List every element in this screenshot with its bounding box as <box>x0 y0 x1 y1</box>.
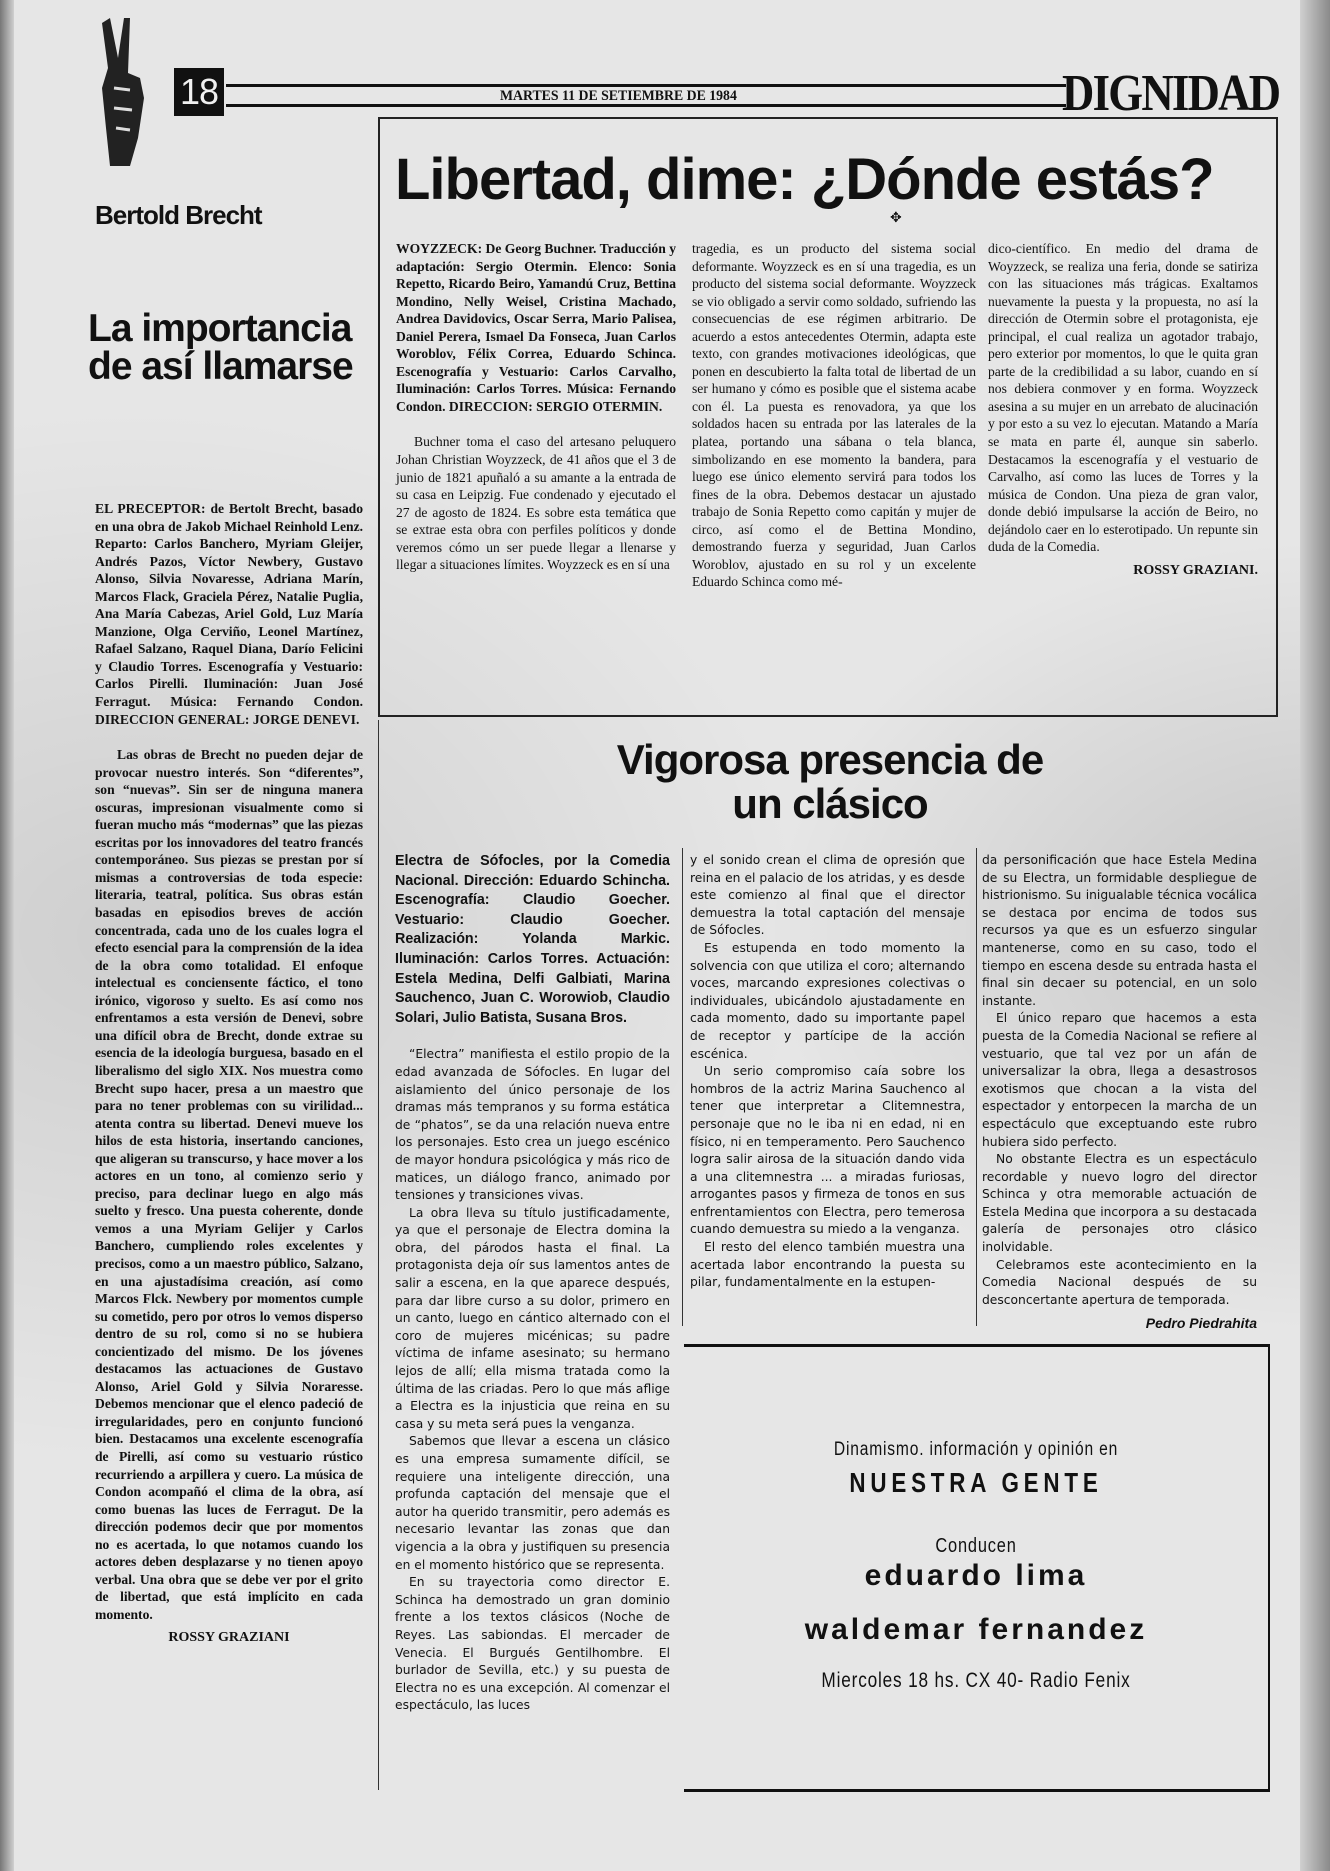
scan-edge-right <box>1300 0 1330 1871</box>
top-article-column-3 <box>988 240 1258 579</box>
bottom-article-paragraph: En su trayectoria como director E. Schinca ha demostrado un gran dominio frente a los textos clásicos (Noche de Reyes. Las sabiondas. El mercader de Venecia. El Burgués Gentilhombre. El burlador de Sevilla, etc.) y su puesta de Electra no es una excepción. Al comenzar el espectáculo, las luces <box>395 1575 670 1713</box>
bottom-article-column-1 <box>395 852 670 1715</box>
top-article-credits: WOYZZECK: De Georg Buchner. Traducción y adaptación: Sergio Otermin. Elenco: Sonia Repetto, Ricardo Beiro, Yamandú Cruz, Bettina Mondino, Nelly Weisel, Cristina Machado, Andrea Davidovics, Oscar Serra, Mario Palisea, Daniel Perera, Ismael Da Fonseca, Juan Carlos Woroblov, Félix Correa, Eduardo Schinca. Escenografía y Vestuario: Carlos Carvalho, Iluminación: Carlos Torres. Música: Fernando Condon. DIRECCION: SERGIO OTERMIN. <box>396 241 676 414</box>
top-article-paragraph: tragedia, es un producto del sistema social deformante. Woyzzeck es en sí una tragedia, es un producto del sistema social deformante. Woyzzeck se vio obligado a servir como soldado, sufriendo las consecuencias de ese régimen arbitrario. De acuerdo a estos antecedentes Otermin, adapta este texto, con grandes motivaciones ideológicas, que ponen en descubierto la falta total de libertad de un ser humano y cómo es posible que el sistema acabe con él. La puesta es renovadora, ya que los soldados hacen su entrada por las laterales de la platea, portando una sábana o tela blanca, simbolizando en ese momento la bandera, para luego ese único elemento servirá para todos los fines de la obra. Debemos destacar un ajustado trabajo de Sonia Repetto como capitán y mujer de circo, así como el de Bettina Mondino, demostrando fuerza y seguridad, Juan Carlos Woroblov, ajustado en su rol y un excelente Eduardo Schinca como mé- <box>692 241 976 590</box>
ad-tagline: Dinamismo. información y opinión en <box>833 1439 1119 1460</box>
radio-advertisement <box>684 1344 1270 1792</box>
ornament-icon: ✥ <box>890 211 902 226</box>
bottom-article-paragraph: Celebramos este acontecimiento en la Comedia Nacional después de su desconcertante apertura de temporada. <box>982 1257 1257 1307</box>
bottom-article-column-3 <box>982 852 1257 1333</box>
page-number: 18 <box>174 68 224 116</box>
ad-program-name: NUESTRA GENTE <box>849 1467 1103 1498</box>
ad-host-2: waldemar fernandez <box>804 1613 1148 1646</box>
column-divider <box>378 720 379 1790</box>
ad-host-1: eduardo lima <box>864 1559 1088 1592</box>
victory-hand-icon <box>100 18 156 168</box>
bottom-article-paragraph: “Electra” manifiesta el estilo propio de la edad avanzada de Sófocles. En lugar del aislamiento del único personaje de los dramas más tempranos y su forma estática de “phatos”, se da una relación nueva entre los personajes. Esto crea un juego escénico de mayor hondura psicológica y más rico de matices, un diálogo franco, animado por tensiones y transiciones vivas. <box>395 1047 670 1203</box>
column-divider <box>682 848 683 1326</box>
scan-edge-left <box>0 0 14 1871</box>
bottom-article-paragraph: El único reparo que hacemos a esta puesta de la Comedia Nacional se refiere al vestuario, que tal vez por un afán de universalizar la obra, llega a desastrosos exotismos que chocan a la vista del espectador y entorpecen la marcha de un espectáculo que exceptuando este rubro hubiera sido perfecto. <box>982 1011 1257 1149</box>
bottom-article-paragraph: El resto del elenco también muestra una acertada labor encontrando la puesta su pilar, fundamentalmente en la estupen- <box>690 1240 965 1290</box>
bottom-article-paragraph: Es estupenda en todo momento la solvencia con que utiliza el coro; alternando voces, marcando expresiones colectivas o individuales, ubicándolo ajustadamente en cada momento, dado su importante papel de receptor y partícipe de la acción escénica. <box>690 940 965 1061</box>
left-article-body <box>95 500 363 1647</box>
left-article-kicker: Bertold Brecht <box>95 200 262 230</box>
ad-conducen-label: Conducen <box>935 1535 1017 1557</box>
top-article-column-2 <box>692 240 976 591</box>
left-article-headline: La importancia de así llamarse <box>88 307 353 388</box>
bottom-article-paragraph: y el sonido crean el clima de opresión que reina en el palacio de los atridas, y es desde este comienzo al final que el director demuestra la total captación del mensaje de Sófocles. <box>690 853 965 938</box>
top-article-byline: ROSSY GRAZIANI. <box>1133 562 1258 578</box>
masthead: DIGNIDAD <box>1062 65 1280 122</box>
top-article-paragraph: Buchner toma el caso del artesano peluquero Johan Christian Woyzzeck, de 41 años que el 3 de junio de 1821 apuñaló a su amante a la entrada de su casa en Leipzig. Fue condenado y ejecutado el 27 de agosto de 1824. Es sobre esta temática que se extrae esta obra con perfiles políticos y donde veremos cómo un ser puede llegar a llenarse y llegar a situaciones límites. Woyzzeck es en sí una <box>396 434 676 573</box>
left-article-paragraph: Las obras de Brecht no pueden dejar de provocar nuestro interés. Son “diferentes”, son “nuevas”. Sin ser de ninguna manera oscuras, impresionan visualmente como si fueran mucho más “modernas” que las piezas escritas por los innovadores del teatro francés contemporáneo. Sus piezas se prestan por sí mismas a controversias de toda especie: literaria, teatral, política. Sus obras están basadas en episodios breves de acción concentrada, cada uno de los cuales logra el efecto esencial para la comprensión de la idea de la obra como totalidad. El enfoque intelectual es conciensente fáctico, el tono irónico, vigoroso y suelto. Es así como nos enfrentamos a esta versión de Denevi, sobre una difícil obra de Brecht, donde extrae su esencia de la ideología burguesa, basado en el liberalismo del siglo XIX. Nos muestra como Brecht supo hacer, presa a un maestro que para no tener problemas con su virilidad... atenta contra su libertad. Denevi mueve los hilos de esta historia, insertando canciones, que aligeran su transcurso, y hace mover a los actores en un tono, al comienzo serio y preciso, para declinar luego en algo más suelto y fresco. Una puesta coherente, donde vemos a una Myriam Gelijer y Carlos Banchero, cumpliendo roles excelentes y precisos, como a un maestro público, Salzano, en una ajustadísima creación, así como Marcos Flck. Newbery por momentos cumple su cometido, pero por otros lo vemos disperso dentro de su rol, como si no se hubiera concientizado del mismo. De los jóvenes destacamos las actuaciones de Gustavo Alonso, Ariel Gold y Silvia Noraresse. Debemos mencionar que el elenco padeció de irregularidades, pero en conjunto funcionó bien. Destacamos una excelente escenografía de Pirelli, así como su vestuario rústico recurriendo a arpillera y cuero. La música de Condon acompañó el clima de la obra, así como buenas las luces de Ferragut. De la dirección podemos decir que por momentos no es acertada, lo que notamos cuando los actores deben desplazarse y no tienen apoyo verbal. Una obra que se debe ver por el grito de libertad, que está implícito en cada momento. <box>95 747 363 1622</box>
left-article-byline: ROSSY GRAZIANI <box>168 1630 290 1646</box>
top-article-headline: Libertad, dime: ¿Dónde estás? <box>395 147 1214 212</box>
bottom-article-paragraph: Un serio compromiso caía sobre los hombros de la actriz Marina Sauchenco al tener que interpretar a Clitemnestra, personaje que no le iba ni en edad, ni en físico, ni en temperamento. Pero Sauchenco logra salir airosa de la situación dando vida a una clitemnestra ... a miradas furiosas, arrogantes pasos y firmeza de tonos en sus enfrentamientos con Electra, pero temerosa cuando demuestra su miedo a la venganza. <box>690 1064 965 1237</box>
header-rule-top <box>226 84 1066 87</box>
bottom-article-paragraph: No obstante Electra es un espectáculo recordable y nuevo logro del director Schinca y otra memorable actuación de Estela Medina que incorpora a su destacada galería de personajes otro clásico inolvidable. <box>982 1152 1257 1255</box>
bottom-article-paragraph: da personificación que hace Estela Medina de su Electra, un formidable despliegue de histrionismo. Su inigualable técnica vocálica se destaca por encima de todos sus recursos ya que es un esfuerzo singular mantenerse, como en su caso, todo el tiempo en escena desde su entrada hasta el final sin decaer su potencial, en un solo instante. <box>982 853 1257 1008</box>
bottom-article-byline: Pedro Piedrahita <box>1145 1315 1257 1332</box>
top-article-column-1 <box>396 240 676 574</box>
ad-schedule: Miercoles 18 hs. CX 40- Radio Fenix <box>821 1669 1131 1692</box>
bottom-article-credits: Electra de Sófocles, por la Comedia Nacional. Dirección: Eduardo Schincha. Escenografía: Claudio Goecher. Vestuario: Claudio Goecher. Realización: Yolanda Markic. Iluminación: Carlos Torres. Actuación: Estela Medina, Delfi Galbiati, Marina Sauchenco, Juan C. Worowiob, Claudio Solari, Julio Batista, Susana Bros. <box>395 853 670 1026</box>
left-article-credits: EL PRECEPTOR: de Bertolt Brecht, basado en una obra de Jakob Michael Reinhold Lenz. Reparto: Carlos Banchero, Myriam Gleijer, Andrés Pazos, Víctor Newbery, Gustavo Alonso, Silvia Novaresse, Adriana Marín, Marcos Flack, Graciela Pérez, Natalie Puglia, Ana María Cabezas, Ariel Gold, Luz María Manzione, Olga Cerviño, Leonel Martínez, Rafael Salzano, Raquel Diana, Darío Felicini y Claudio Torres. Escenografía y Vestuario: Carlos Pirelli. Iluminación: Juan José Ferragut. Música: Fernando Condon. DIRECCION GENERAL: JORGE DENEVI. <box>95 501 363 727</box>
column-divider <box>976 848 977 1326</box>
top-article-paragraph: dico-científico. En medio del drama de Woyzzeck, se realiza una feria, donde se satiriza con las situaciones más trágicas. Exaltamos nuevamente la puesta y la propuesta, no así la dirección de Otermin sobre el protagonista, eje principal, el cual realiza un agotador trabajo, pero exterior por momentos, lo que le quita gran parte de la credibilidad a su labor, cuando en sí nos debiera conmover y en forma. Woyzzeck asesina a su mujer en un arrebato de alucinación y por esto a su vez lo ejecutan. Matando a María se mata en parte él, aunque sin saberlo. Destacamos la escenografía y el vestuario de Carvalho, así como las luces de Torres y la música de Condon. Una pieza de gran valor, donde debió impulsarse la acción de Beiro, no dejándolo caer en lo esterotipado. Un repunte sin duda de la Comedia. <box>988 241 1258 555</box>
bottom-article-paragraph: La obra lleva su título justificadamente, ya que el personaje de Electra domina la obra, del párodos hasta el final. La protagonista deja oír sus lamentos antes de salir a escena, en la que aparece después, para dar libre curso a su dolor, primero en un canto, luego en cántico alternado con el coro de mujeres micénicas; su padre víctima de infame asesinato; su hermano lejos de allí; ella misma tratada como la última de las criadas. Pero lo que más aflige a Electra es la injusticia que reina en su casa y su meta será pues la venganza. <box>395 1205 670 1431</box>
bottom-article-headline: Vigorosa presencia de un clásico <box>616 736 1044 827</box>
bottom-article-column-2 <box>690 852 965 1292</box>
dateline: MARTES 11 DE SETIEMBRE DE 1984 <box>500 88 737 104</box>
bottom-article-paragraph: Sabemos que llevar a escena un clásico es una empresa sumamente difícil, se requiere una inteligente dirección, una profunda captación del mensaje que el autor ha querido transmitir, pero además es necesario levantar las zonas que dan vigencia a la obra y justifiquen su presencia en el momento histórico que se representa. <box>395 1434 670 1572</box>
